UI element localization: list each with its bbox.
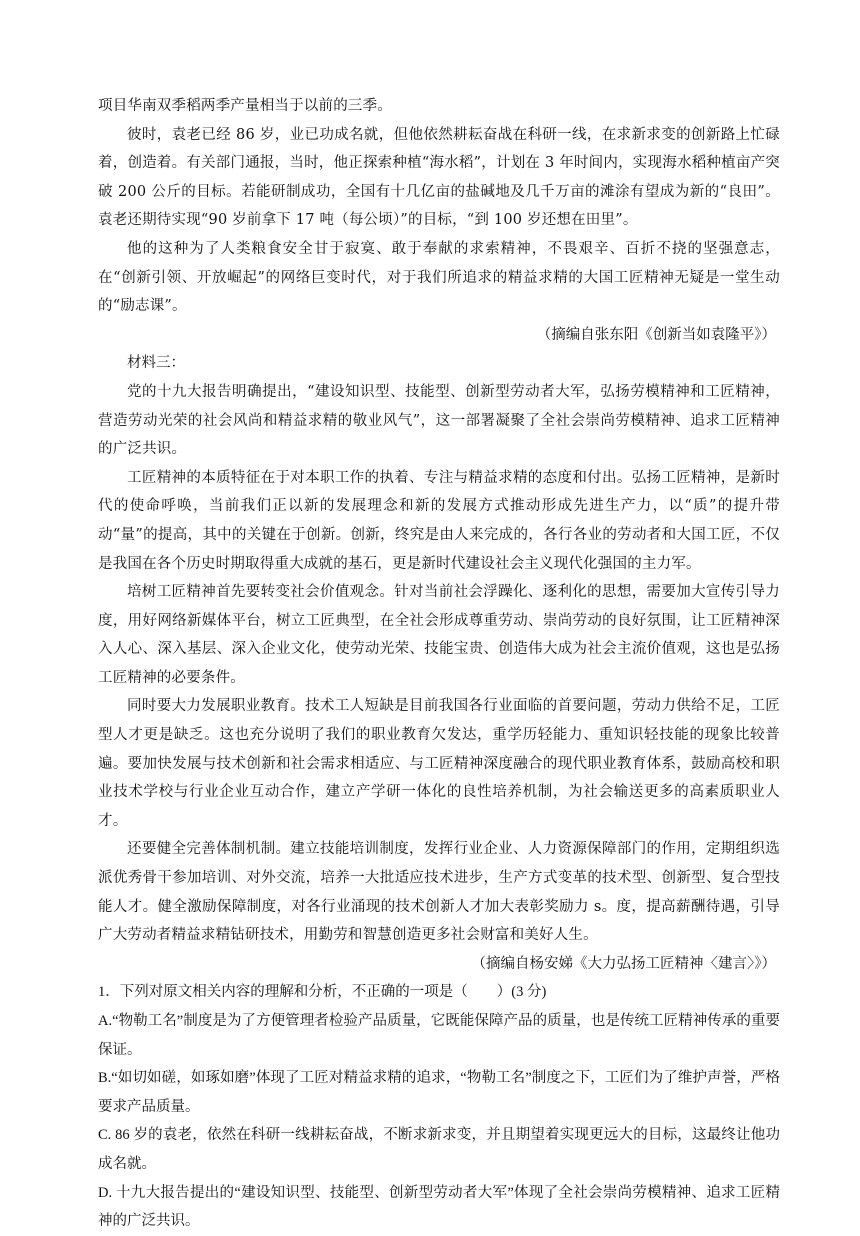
material3-paragraph: 同时要大力发展职业教育。技术工人短缺是目前我国各行业面临的首要问题，劳动力供给不足，工匠型人才更是缺乏。这也充分说明了我们的职业教育欠发达，重学历轻能力、重知识轻技能的现象比较普遍。要加快发展与技术创新和社会需求相适应、与工匠精神深度融合的现代职业教育体系，鼓励高校和职业技术学校与行业企业互动合作，建立产学研一体化的良性培养机制，为社会输送更多的高素质职业人才。 — [98, 698, 780, 829]
continued-line: 项目华南双季稻两季产量相当于以前的三季。 — [98, 98, 392, 114]
question-1-stem: 1．下列对原文相关内容的理解和分析，不正确的一项是（ ）(3 分) — [98, 984, 547, 1001]
material3-heading: 材料三： — [127, 355, 185, 372]
paragraph-yuan-86: 彼时，袁老已经 86 岁，业已功成名就，但他依然耕耘奋战在科研一线，在求新求变的创新路上忙碌着，创造着。有关部门通报，当时，他正探索种植“海水稻”，计划在 3 年时间内，实现海水稻种植亩产突破 200 公斤的目标。若能研制成功，全国有十几亿亩的盐碱地及几千万亩的滩涂有望成为新的“良田”。袁老还期待实现“90 岁前拿下 17 吨（每公顷）”的目标，“到 100 岁还想在田里”。 — [98, 126, 780, 229]
material3-paragraph: 工匠精神的本质特征在于对本职工作的执着、专注与精益求精的态度和付出。弘扬工匠精神，是新时代的使命呼唤，当前我们正以新的发展理念和新的发展方式推动形成先进生产力，以“质”的提升带动“量”的提高，其中的关键在于创新。创新，终究是由人来完成的，各行各业的劳动者和大国工匠，不仅是我国在各个历史时期取得重大成就的基石，更是新时代建设社会主义现代化强国的主力军。 — [98, 469, 780, 572]
question-1-option-a: A.“物勒工名”制度是为了方便管理者检验产品质量，它既能保障产品的质量，也是传统工匠精神传承的重要保证。 — [98, 1013, 780, 1058]
paragraph-yuan-spirit: 他的这种为了人类粮食安全甘于寂寞、敢于奉献的求索精神，不畏艰辛、百折不挠的坚强意志，在“创新引领、开放崛起”的网络巨变时代，对于我们所追求的精益求精的大国工匠精神无疑是一堂生动的“励志课”。 — [98, 240, 780, 315]
question-1-option-c: C. 86 岁的袁老，依然在科研一线耕耘奋战，不断求新求变，并且期望着实现更远大的目标，这最终让他功成名就。 — [98, 1127, 780, 1172]
material3-paragraph: 党的十九大报告明确提出，“建设知识型、技能型、创新型劳动者大军，弘扬劳模精神和工匠精神，营造劳动光荣的社会风尚和精益求精的敬业风气”，这一部署凝聚了全社会崇尚劳模精神、追求工匠精神的广泛共识。 — [98, 383, 780, 458]
material3-paragraph: 培树工匠精神首先要转变社会价值观念。针对当前社会浮躁化、逐利化的思想，需要加大宣传引导力度，用好网络新媒体平台，树立工匠典型，在全社会形成尊重劳动、崇尚劳动的良好氛围，让工匠精神深入人心、深入基层、深入企业文化，使劳动光荣、技能宝贵、创造伟大成为社会主流价值观，这也是弘扬工匠精神的必要条件。 — [98, 584, 780, 686]
question-1-option-d: D. 十九大报告提出的“建设知识型、技能型、创新型劳动者大军”体现了全社会崇尚劳模精神、追求工匠精神的广泛共识。 — [98, 1184, 780, 1230]
material3-paragraph: 还要健全完善体制机制。建立技能培训制度，发挥行业企业、人力资源保障部门的作用，定期组织选派优秀骨干参加培训、对外交流，培养一大批适应技术进步，生产方式变革的技术型、创新型、复合型技能人才。健全激励保障制度，对各行业涌现的技术创新人才加大表彰奖励力 s。度，提高薪酬待遇，引导广大劳动者精益求精钻研技术，用勤劳和智慧创造更多社会财富和美好人生。 — [98, 841, 780, 944]
source-citation-zhang: （摘编自张东阳《创新当如袁隆平》） — [536, 326, 776, 343]
question-1-option-b: B.“如切如磋，如琢如磨”体现了工匠对精益求精的追求，“物勒工名”制度之下，工匠们为了维护声誉，严格要求产品质量。 — [98, 1070, 780, 1115]
source-citation-yang: （摘编自杨安娣《大力弘扬工匠精神〈建言〉》） — [471, 955, 776, 972]
